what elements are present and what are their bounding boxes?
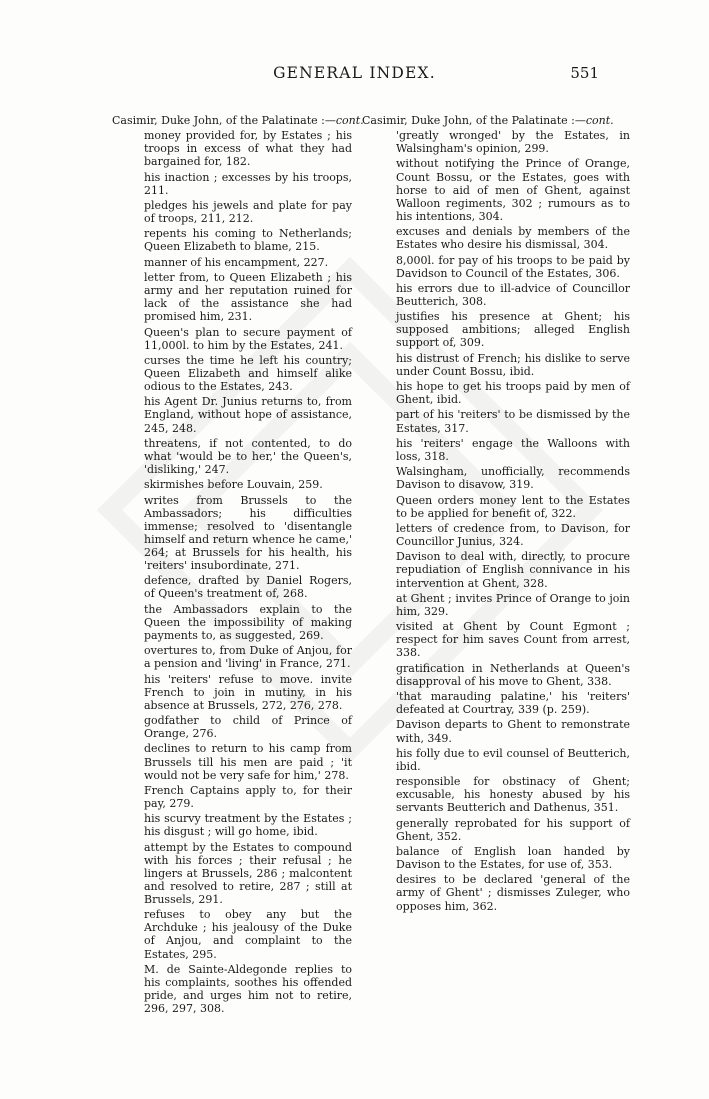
index-entry: his hope to get his troops paid by men of Ghent, ibid.	[396, 380, 630, 407]
index-entry: defence, drafted by Daniel Rogers, of Queen's treatment of, 268.	[144, 574, 352, 601]
index-entry: his 'reiters' engage the Walloons with loss, 318.	[396, 436, 630, 463]
index-entry: letters of credence from, to Davison, for Councillor Junius, 324.	[396, 521, 630, 549]
index-entry: generally reprobated for his support of Ghent, 352.	[396, 816, 630, 843]
index-entry: writes from Brussels to the Ambassadors; his difficulties immense; resolved to 'disentangle himself and return whence he came,' 264; at Brussels for his health, his 'reiters' insubordinate, 271.	[144, 493, 352, 573]
page-number: 551	[570, 64, 599, 82]
index-entry: 'greatly wronged' by the Estates, in Walsingham's opinion, 299.	[396, 129, 630, 156]
index-entry: manner of his encampment, 227.	[144, 255, 329, 269]
right-column	[362, 114, 630, 915]
index-entry: godfather to child of Prince of Orange, 276.	[144, 714, 352, 741]
index-entry: balance of English loan handed by Davison to the Estates, for use of, 353.	[396, 845, 630, 872]
page-header	[0, 64, 709, 88]
left-column	[112, 114, 364, 1017]
index-entry: money provided for, by Estates ; his troops in excess of what they had bargained for, 182.	[144, 129, 352, 169]
index-entry: excuses and denials by members of the Estates who desire his dismissal, 304.	[396, 225, 630, 252]
index-entry: his errors due to ill-advice of Councillor Beutterich, 308.	[396, 281, 630, 308]
index-entry: declines to return to his camp from Brussels till his men are paid ; 'it would not be very safe for him,' 278.	[144, 742, 352, 782]
index-entry: Walsingham, unofficially, recommends Davison to disavow, 319.	[396, 465, 630, 492]
index-entry: 8,000l. for pay of his troops to be paid by Davidson to Council of the Estates, 306.	[396, 253, 630, 280]
index-entry: 'that marauding palatine,' his 'reiters' defeated at Courtray, 339 (p. 259).	[396, 690, 630, 717]
heading-name: Casimir, Duke John, of the Palatinate :—	[362, 114, 586, 127]
running-title: GENERAL INDEX.	[273, 64, 436, 82]
index-entry: his 'reiters' refuse to move. invite French to join in mutiny, in his absence at Brussels, 272, 276, 278.	[144, 672, 352, 712]
index-entry: part of his 'reiters' to be dismissed by the Estates, 317.	[396, 408, 630, 435]
index-entry: without notifying the Prince of Orange, Count Bossu, or the Estates, goes with horse to aid of men of Ghent, against Walloon regiments, 302 ; rumours as to his intentions, 304.	[396, 157, 630, 223]
index-entry: Davison to deal with, directly, to procure repudiation of English connivance in his intervention at Ghent, 328.	[396, 550, 630, 590]
index-entry: pledges his jewels and plate for pay of troops, 211, 212.	[144, 198, 352, 226]
index-entry: refuses to obey any but the Archduke ; his jealousy of the Duke of Anjou, and complaint to the Estates, 295.	[144, 908, 352, 961]
index-entry: threatens, if not contented, to do what 'would be to her,' the Queen's, 'disliking,' 247.	[144, 436, 352, 477]
index-entry: his folly due to evil counsel of Beutterich, ibid.	[396, 746, 630, 773]
index-entry: his inaction ; excesses by his troops, 211.	[144, 170, 352, 197]
index-entry: skirmishes before Louvain, 259.	[144, 478, 323, 492]
index-entry: his scurvy treatment by the Estates ; his disgust ; will go home, ibid.	[144, 812, 352, 839]
index-entry: M. de Sainte-Aldegonde replies to his complaints, soothes his offended pride, and urges him not to retire, 296, 297, 308.	[144, 962, 352, 1016]
index-entry: justifies his presence at Ghent; his supposed ambitions; alleged English support of, 309.	[396, 310, 630, 350]
index-entry: Davison departs to Ghent to remonstrate with, 349.	[396, 718, 630, 745]
index-entry: Queen orders money lent to the Estates to be applied for benefit of, 322.	[396, 493, 630, 520]
index-entry: overtures to, from Duke of Anjou, for a pension and 'living' in France, 271.	[144, 644, 352, 671]
index-entry: desires to be declared 'general of the army of Ghent' ; dismisses Zuleger, who opposes him, 362.	[396, 873, 630, 913]
index-entry: his Agent Dr. Junius returns to, from England, without hope of assistance, 245, 248.	[144, 395, 352, 435]
entry-list	[112, 129, 352, 1015]
index-entry: the Ambassadors explain to the Queen the impossibility of making payments to, as suggested, 269.	[144, 602, 352, 642]
index-entry: Queen's plan to secure payment of 11,000l. to him by the Estates, 241.	[144, 325, 352, 352]
index-entry: his distrust of French; his dislike to serve under Count Bossu, ibid.	[396, 351, 630, 378]
index-entry: letter from, to Queen Elizabeth ; his army and her reputation ruined for lack of the assistance she had promised him, 231.	[144, 270, 352, 324]
index-heading	[112, 114, 364, 127]
index-entry: curses the time he left his country; Queen Elizabeth and himself alike odious to the Estates, 243.	[144, 353, 352, 394]
index-entry: visited at Ghent by Count Egmont ; respect for him saves Count from arrest, 338.	[396, 620, 630, 660]
index-heading	[362, 114, 630, 127]
index-entry: responsible for obstinacy of Ghent; excusable, his honesty abused by his servants Beutterich and Dathenus, 351.	[396, 775, 630, 815]
index-entry: attempt by the Estates to compound with his forces ; their refusal ; he lingers at Brussels, 286 ; malcontent and resolved to retire, 287 ; still at Brussels, 291.	[144, 840, 352, 906]
entry-list	[362, 129, 630, 913]
index-entry: French Captains apply to, for their pay, 279.	[144, 783, 352, 810]
index-entry: repents his coming to Netherlands; Queen Elizabeth to blame, 215.	[144, 227, 352, 254]
heading-name: Casimir, Duke John, of the Palatinate :—	[112, 114, 336, 127]
index-entry: at Ghent ; invites Prince of Orange to join him, 329.	[396, 591, 630, 618]
index-entry: gratification in Netherlands at Queen's disapproval of his move to Ghent, 338.	[396, 661, 630, 688]
heading-cont: cont.	[335, 114, 364, 127]
heading-cont: cont.	[585, 114, 614, 127]
